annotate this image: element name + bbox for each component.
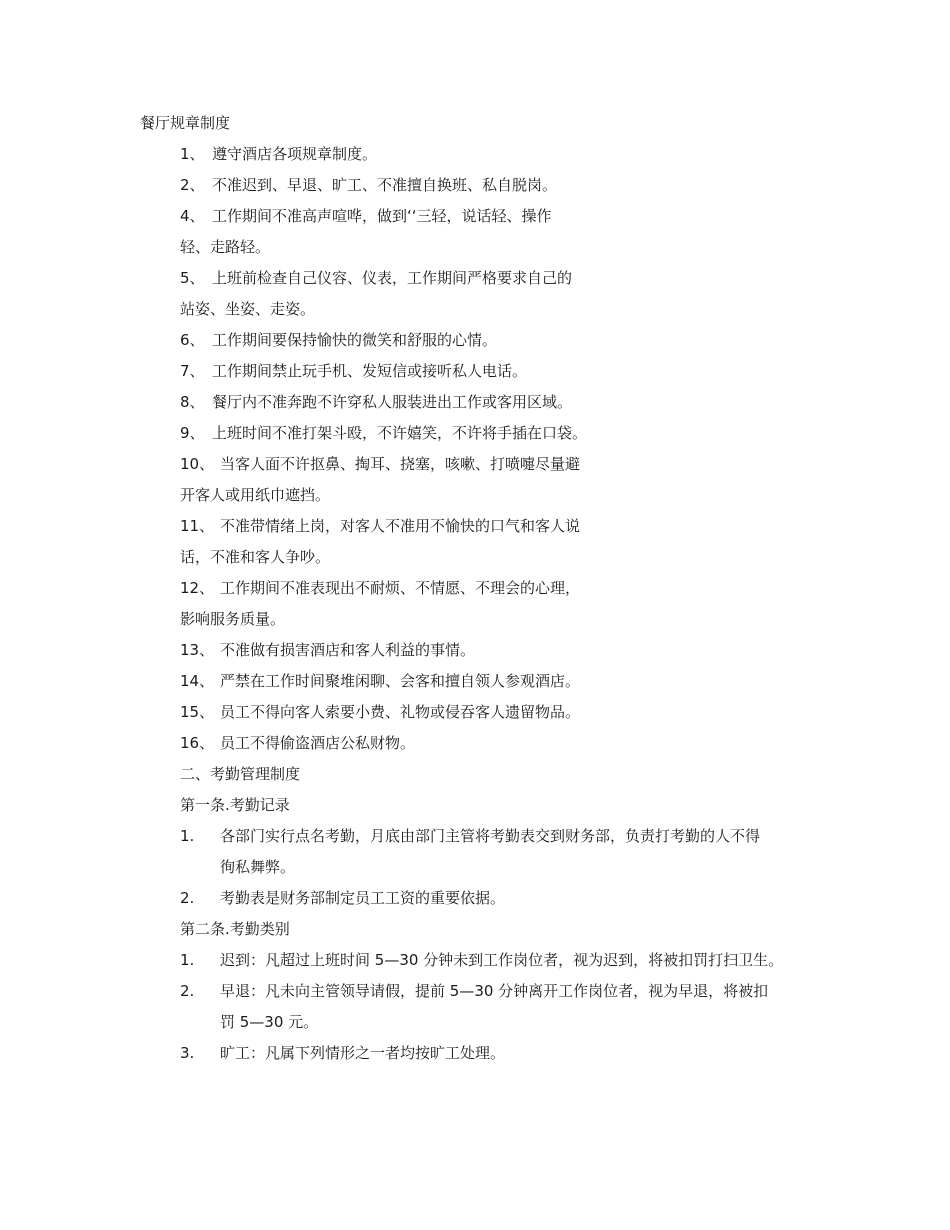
item-text: 考勤表是财务部制定员工工资的重要依据。	[220, 889, 506, 907]
rule-text: 工作期间不准表现出不耐烦、不情愿、不理会的心理，	[220, 579, 581, 597]
rule-text-continuation: 开客人或用纸巾遮挡。	[180, 486, 331, 504]
rule-text-continuation: 影响服务质量。	[180, 610, 286, 628]
item-text-continuation: 徇私舞弊。	[220, 858, 296, 876]
rule-text: 上班前检查自己仪容、仪表，工作期间严格要求自己的	[212, 269, 573, 287]
rule-number: 11、	[180, 517, 215, 535]
item-text: 旷工：凡属下列情形之一者均按旷工处理。	[220, 1044, 506, 1062]
rule-number: 1、	[180, 145, 205, 163]
section-heading: 二、考勤管理制度	[180, 765, 301, 783]
rule-text: 工作期间要保持愉快的微笑和舒服的心情。	[212, 331, 498, 349]
rule-number: 2、	[180, 176, 205, 194]
rule-text: 当客人面不许抠鼻、掏耳、挠塞，咳嗽、打喷嚏尽量避	[220, 455, 581, 473]
rule-text: 不准做有损害酒店和客人利益的事情。	[220, 641, 476, 659]
rule-text: 严禁在工作时间聚堆闲聊、会客和擅自领人参观酒店。	[220, 672, 581, 690]
rule-text-continuation: 站姿、坐姿、走姿。	[180, 300, 316, 318]
rule-number: 8、	[180, 393, 205, 411]
doc-title: 餐厅规章制度	[140, 114, 231, 132]
rule-text: 餐厅内不准奔跑不许穿私人服装进出工作或客用区域。	[212, 393, 573, 411]
rule-text: 不准迟到、早退、旷工、不准擅自换班、私自脱岗。	[212, 176, 558, 194]
article-heading: 第二条.考勤类别	[180, 920, 290, 938]
rule-number: 16、	[180, 734, 215, 752]
item-text: 各部门实行点名考勤，月底由部门主管将考勤表交到财务部，负责打考勤的人不得	[220, 827, 761, 845]
item-text: 早退：凡未向主管领导请假，提前 5—30 分钟离开工作岗位者，视为早退，将被扣	[220, 982, 769, 1000]
item-number: 1.	[180, 951, 195, 969]
article-heading: 第一条.考勤记录	[180, 796, 290, 814]
rule-number: 9、	[180, 424, 205, 442]
item-number: 2.	[180, 889, 195, 907]
item-number: 1.	[180, 827, 195, 845]
rule-number: 5、	[180, 269, 205, 287]
rule-number: 12、	[180, 579, 215, 597]
rule-number: 6、	[180, 331, 205, 349]
item-number: 3.	[180, 1044, 195, 1062]
rule-number: 14、	[180, 672, 215, 690]
rule-text-continuation: 轻、走路轻。	[180, 238, 271, 256]
rule-text: 员工不得向客人索要小费、礼物或侵吞客人遗留物品。	[220, 703, 581, 721]
rule-number: 4、	[180, 207, 205, 225]
rule-number: 13、	[180, 641, 215, 659]
rule-number: 10、	[180, 455, 215, 473]
item-text: 迟到：凡超过上班时间 5—30 分钟未到工作岗位者，视为迟到，将被扣罚打扫卫生。	[220, 951, 784, 969]
rule-text-continuation: 话，不准和客人争吵。	[180, 548, 331, 566]
rule-text: 上班时间不准打架斗殴，不许嬉笑，不许将手插在口袋。	[212, 424, 588, 442]
rule-text: 不准带情绪上岗，对客人不准用不愉快的口气和客人说	[220, 517, 581, 535]
rule-number: 15、	[180, 703, 215, 721]
rule-text: 工作期间不准高声喧哗，做到‘‘三轻，说话轻、操作	[212, 207, 552, 225]
rule-number: 7、	[180, 362, 205, 380]
rule-text: 工作期间禁止玩手机、发短信或接听私人电话。	[212, 362, 528, 380]
item-text-continuation: 罚 5—30 元。	[220, 1013, 319, 1031]
rule-text: 员工不得偷盗酒店公私财物。	[220, 734, 416, 752]
item-number: 2.	[180, 982, 195, 1000]
rule-text: 遵守酒店各项规章制度。	[212, 145, 378, 163]
